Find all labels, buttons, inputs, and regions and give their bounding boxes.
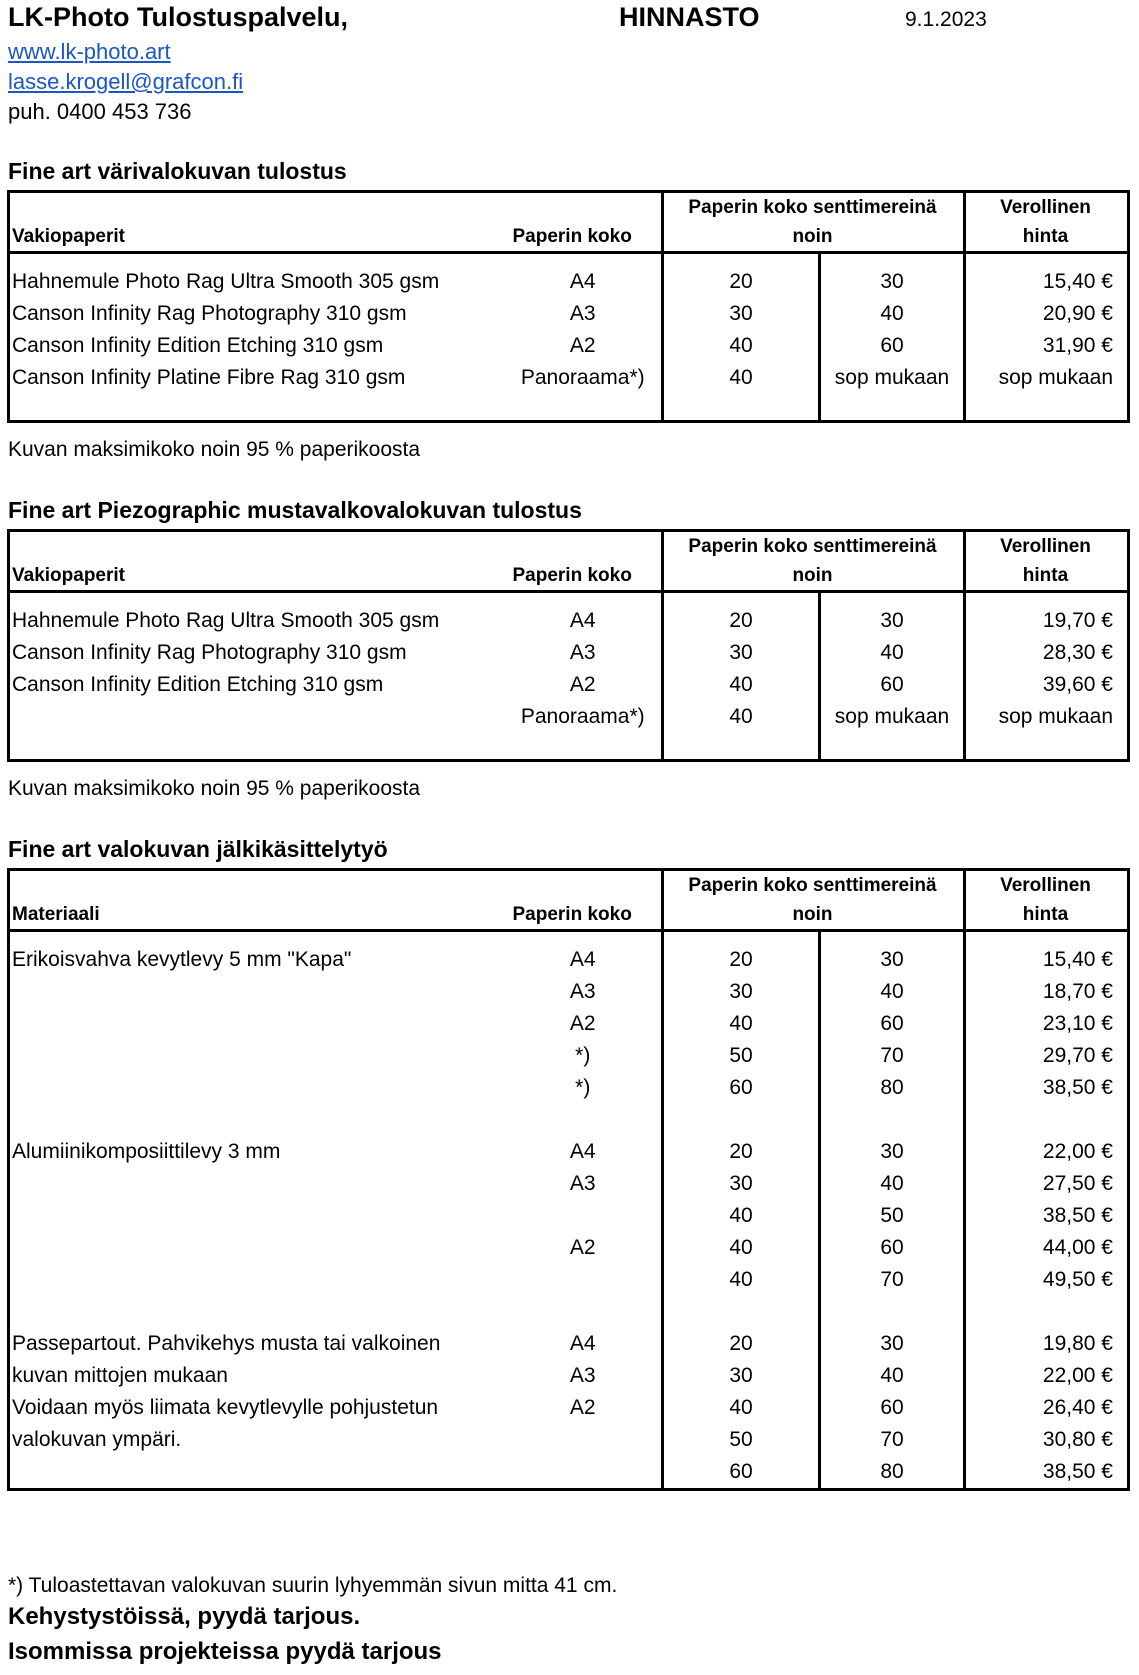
- paper-height-cm: 70: [820, 1424, 965, 1456]
- column-header-price-line1: Verollinen: [1000, 875, 1091, 896]
- paper-width-cm: 40: [663, 701, 820, 733]
- price: 23,10 €: [965, 1008, 1129, 1040]
- paper-size: A4: [505, 1328, 663, 1360]
- paper-size: A2: [505, 330, 663, 362]
- paper-height-cm: sop mukaan: [820, 701, 965, 733]
- column-header-cm-line1: Paperin koko senttimereinä: [688, 197, 937, 218]
- paper-width-cm: 60: [663, 1072, 820, 1104]
- paper-width-cm: 20: [663, 1328, 820, 1360]
- material-name: Erikoisvahva kevytlevy 5 mm "Kapa": [9, 944, 505, 976]
- table-spacer-row: [9, 253, 1129, 267]
- table-row: [9, 1040, 1129, 1072]
- column-header-cm-line2: noin: [792, 226, 833, 247]
- price: 22,00 €: [965, 1360, 1129, 1392]
- paper-width-cm: 30: [663, 637, 820, 669]
- paper-size: *): [505, 1040, 663, 1072]
- framing-note: Kehystystöissä, pyydä tarjous.: [8, 1603, 361, 1630]
- paper-height-cm: 40: [820, 298, 965, 330]
- price: 38,50 €: [965, 1200, 1129, 1232]
- table-spacer-row: [9, 1104, 1129, 1136]
- column-header-cm-line1: Paperin koko senttimereinä: [688, 875, 937, 896]
- material-name: [9, 1232, 505, 1264]
- price: 29,70 €: [965, 1040, 1129, 1072]
- table-header-row: [9, 531, 1129, 592]
- table-row: [9, 669, 1129, 701]
- material-name: Passepartout. Pahvikehys musta tai valkoinen: [9, 1328, 505, 1360]
- table-row: [9, 1424, 1129, 1456]
- table-spacer-row: [9, 733, 1129, 761]
- column-header-cm-line2: noin: [792, 904, 833, 925]
- paper-size: A3: [505, 976, 663, 1008]
- paper-name: Hahnemule Photo Rag Ultra Smooth 305 gsm: [9, 266, 505, 298]
- table-row: [9, 944, 1129, 976]
- paper-size: A4: [505, 1136, 663, 1168]
- price-table-finishing: [7, 868, 1130, 1491]
- paper-name: Hahnemule Photo Rag Ultra Smooth 305 gsm: [9, 605, 505, 637]
- paper-height-cm: 60: [820, 330, 965, 362]
- table-row: [9, 1168, 1129, 1200]
- column-header-material: Materiaali: [9, 870, 505, 931]
- paper-name: Canson Infinity Rag Photography 310 gsm: [9, 298, 505, 330]
- column-header-price-line1: Verollinen: [1000, 536, 1091, 557]
- material-name: kuvan mittojen mukaan: [9, 1360, 505, 1392]
- paper-size: A3: [505, 298, 663, 330]
- table-header-row: [9, 870, 1129, 931]
- paper-height-cm: 80: [820, 1456, 965, 1490]
- column-header-size: Paperin koko: [505, 531, 663, 592]
- paper-size: A4: [505, 266, 663, 298]
- paper-width-cm: 40: [663, 1232, 820, 1264]
- column-header-material: Vakiopaperit: [9, 192, 505, 253]
- paper-height-cm: 40: [820, 1360, 965, 1392]
- table-row: [9, 605, 1129, 637]
- paper-width-cm: 20: [663, 605, 820, 637]
- paper-size: A2: [505, 669, 663, 701]
- paper-size: A3: [505, 637, 663, 669]
- paper-height-cm: 30: [820, 1136, 965, 1168]
- price: 38,50 €: [965, 1072, 1129, 1104]
- section-note: Kuvan maksimikoko noin 95 % paperikoosta: [8, 438, 421, 461]
- column-header-cm-line1: Paperin koko senttimereinä: [688, 536, 937, 557]
- paper-name: Canson Infinity Rag Photography 310 gsm: [9, 637, 505, 669]
- paper-width-cm: 60: [663, 1456, 820, 1490]
- price-table-color-print: [7, 190, 1130, 423]
- paper-height-cm: 80: [820, 1072, 965, 1104]
- paper-name: Canson Infinity Edition Etching 310 gsm: [9, 669, 505, 701]
- paper-size: A3: [505, 1360, 663, 1392]
- paper-size: [505, 1424, 663, 1456]
- material-name: [9, 1168, 505, 1200]
- column-header-price: [965, 870, 1129, 931]
- price: 44,00 €: [965, 1232, 1129, 1264]
- paper-height-cm: 30: [820, 266, 965, 298]
- paper-size: A2: [505, 1008, 663, 1040]
- paper-width-cm: 30: [663, 1168, 820, 1200]
- paper-name: Canson Infinity Edition Etching 310 gsm: [9, 330, 505, 362]
- price: 26,40 €: [965, 1392, 1129, 1424]
- paper-size: A2: [505, 1232, 663, 1264]
- paper-height-cm: 40: [820, 637, 965, 669]
- paper-width-cm: 50: [663, 1040, 820, 1072]
- paper-size: A4: [505, 944, 663, 976]
- material-name: [9, 1008, 505, 1040]
- price: 15,40 €: [965, 944, 1129, 976]
- material-name: [9, 1264, 505, 1296]
- column-header-cm: [663, 531, 965, 592]
- section-title-color-print: Fine art värivalokuvan tulostus: [8, 158, 347, 184]
- table-row: [9, 330, 1129, 362]
- price: 49,50 €: [965, 1264, 1129, 1296]
- column-header-material: Vakiopaperit: [9, 531, 505, 592]
- table-row: [9, 1200, 1129, 1232]
- paper-width-cm: 30: [663, 976, 820, 1008]
- table-header-row: [9, 192, 1129, 253]
- paper-size: [505, 1200, 663, 1232]
- table-spacer-row: [9, 931, 1129, 945]
- table-row: [9, 298, 1129, 330]
- paper-height-cm: 60: [820, 1008, 965, 1040]
- company-name: LK-Photo Tulostuspalvelu,: [8, 2, 348, 32]
- column-header-price-line2: hinta: [1022, 226, 1069, 247]
- paper-name: Canson Infinity Platine Fibre Rag 310 gsm: [9, 362, 505, 394]
- table-row: [9, 1328, 1129, 1360]
- material-name: Voidaan myös liimata kevytlevylle pohjustetun: [9, 1392, 505, 1424]
- paper-width-cm: 40: [663, 1264, 820, 1296]
- price: 28,30 €: [965, 637, 1129, 669]
- paper-width-cm: 20: [663, 1136, 820, 1168]
- column-header-size: Paperin koko: [505, 870, 663, 931]
- column-header-size: Paperin koko: [505, 192, 663, 253]
- website-link[interactable]: www.lk-photo.art: [8, 39, 171, 64]
- paper-width-cm: 50: [663, 1424, 820, 1456]
- table-row: [9, 1264, 1129, 1296]
- table-row: [9, 1232, 1129, 1264]
- column-header-cm: [663, 192, 965, 253]
- section-title-finishing: Fine art valokuvan jälkikäsittelytyö: [8, 836, 388, 862]
- column-header-price-line1: Verollinen: [1000, 197, 1091, 218]
- table-spacer-row: [9, 592, 1129, 606]
- paper-size: A4: [505, 605, 663, 637]
- price: 30,80 €: [965, 1424, 1129, 1456]
- material-name: [9, 1456, 505, 1490]
- price: 22,00 €: [965, 1136, 1129, 1168]
- table-row: [9, 1072, 1129, 1104]
- paper-size: [505, 1264, 663, 1296]
- paper-height-cm: 70: [820, 1040, 965, 1072]
- paper-size: A2: [505, 1392, 663, 1424]
- paper-width-cm: 40: [663, 669, 820, 701]
- price: 27,50 €: [965, 1168, 1129, 1200]
- paper-height-cm: 30: [820, 944, 965, 976]
- paper-size: Panoraama*): [505, 362, 663, 394]
- paper-size: *): [505, 1072, 663, 1104]
- paper-height-cm: sop mukaan: [820, 362, 965, 394]
- price: sop mukaan: [965, 362, 1129, 394]
- paper-width-cm: 20: [663, 944, 820, 976]
- paper-width-cm: 40: [663, 1200, 820, 1232]
- paper-height-cm: 60: [820, 1232, 965, 1264]
- paper-width-cm: 40: [663, 1008, 820, 1040]
- table-spacer-row: [9, 1296, 1129, 1328]
- column-header-cm: [663, 870, 965, 931]
- table-row: [9, 1360, 1129, 1392]
- price: 31,90 €: [965, 330, 1129, 362]
- material-name: [9, 976, 505, 1008]
- material-name: [9, 1200, 505, 1232]
- paper-height-cm: 50: [820, 1200, 965, 1232]
- table-row: [9, 1136, 1129, 1168]
- table-row: [9, 1456, 1129, 1490]
- paper-height-cm: 40: [820, 1168, 965, 1200]
- paper-width-cm: 40: [663, 1392, 820, 1424]
- price: 39,60 €: [965, 669, 1129, 701]
- price: 38,50 €: [965, 1456, 1129, 1490]
- paper-width-cm: 30: [663, 298, 820, 330]
- column-header-price: [965, 531, 1129, 592]
- paper-width-cm: 40: [663, 330, 820, 362]
- paper-height-cm: 70: [820, 1264, 965, 1296]
- price: 19,80 €: [965, 1328, 1129, 1360]
- paper-height-cm: 30: [820, 605, 965, 637]
- paper-height-cm: 30: [820, 1328, 965, 1360]
- document-title: HINNASTO: [619, 2, 760, 32]
- material-name: valokuvan ympäri.: [9, 1424, 505, 1456]
- paper-size: Panoraama*): [505, 701, 663, 733]
- paper-width-cm: 30: [663, 1360, 820, 1392]
- paper-name: [9, 701, 505, 733]
- phone-number: puh. 0400 453 736: [8, 99, 192, 124]
- price: 18,70 €: [965, 976, 1129, 1008]
- section-title-bw-print: Fine art Piezographic mustavalkovalokuvan tulostus: [8, 497, 582, 523]
- price: 15,40 €: [965, 266, 1129, 298]
- paper-height-cm: 60: [820, 1392, 965, 1424]
- table-row: [9, 976, 1129, 1008]
- price: sop mukaan: [965, 701, 1129, 733]
- paper-width-cm: 20: [663, 266, 820, 298]
- table-row: [9, 1008, 1129, 1040]
- column-header-price-line2: hinta: [1022, 904, 1069, 925]
- email-link[interactable]: lasse.krogell@grafcon.fi: [8, 69, 244, 94]
- footnote: *) Tuloastettavan valokuvan suurin lyhyemmän sivun mitta 41 cm.: [8, 1574, 618, 1597]
- table-spacer-row: [9, 394, 1129, 422]
- paper-width-cm: 40: [663, 362, 820, 394]
- table-row: [9, 637, 1129, 669]
- paper-height-cm: 40: [820, 976, 965, 1008]
- column-header-cm-line2: noin: [792, 565, 833, 586]
- price: 20,90 €: [965, 298, 1129, 330]
- price: 19,70 €: [965, 605, 1129, 637]
- table-row: [9, 362, 1129, 394]
- column-header-price-line2: hinta: [1022, 565, 1069, 586]
- table-row: [9, 266, 1129, 298]
- projects-note: Isommissa projekteissa pyydä tarjous: [8, 1638, 442, 1665]
- material-name: [9, 1072, 505, 1104]
- paper-height-cm: 60: [820, 669, 965, 701]
- paper-size: [505, 1456, 663, 1490]
- paper-size: A3: [505, 1168, 663, 1200]
- column-header-price: [965, 192, 1129, 253]
- material-name: [9, 1040, 505, 1072]
- table-row: [9, 701, 1129, 733]
- table-row: [9, 1392, 1129, 1424]
- section-note: Kuvan maksimikoko noin 95 % paperikoosta: [8, 777, 421, 800]
- price-table-bw-print: [7, 529, 1130, 762]
- document-date: 9.1.2023: [905, 8, 987, 31]
- material-name: Alumiinikomposiittilevy 3 mm: [9, 1136, 505, 1168]
